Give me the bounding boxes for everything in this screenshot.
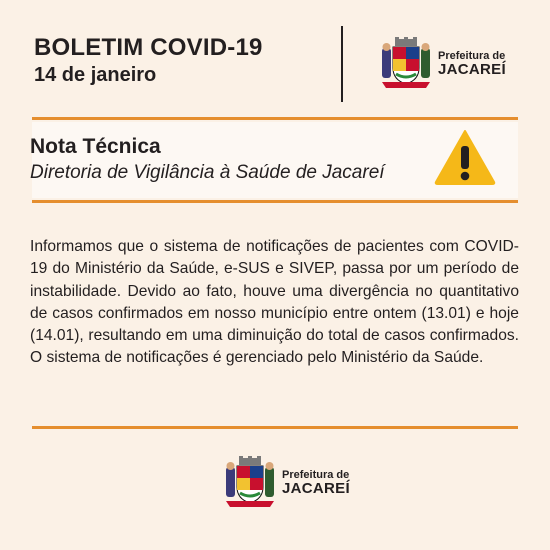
header-divider <box>341 26 343 102</box>
notice-body: Informamos que o sistema de notificações de pacientes com COVID-19 do Ministério da Saúde, e-SUS e SIVEP, passa por um período de instabilidade. Devido ao fato, houve uma divergência no quantitativo de casos confirmados em nosso município entre ontem (13.01) e hoje (14.01), resultando em uma diminuição do total de casos confirmados. O sistema de notificações é gerenciado pelo Ministério da Saúde. <box>30 238 519 367</box>
brand-line-1: Prefeitura de <box>282 468 350 481</box>
prefeitura-logo-top <box>378 36 506 92</box>
header <box>0 0 550 110</box>
bulletin-title: BOLETIM COVID-19 <box>34 34 263 61</box>
brand-text <box>438 50 506 79</box>
brand-line-2: JACAREÍ <box>282 479 350 497</box>
warning-icon <box>433 128 497 186</box>
note-bottom-rule <box>32 200 518 203</box>
brand-line-2: JACAREÍ <box>438 60 506 78</box>
bulletin-date: 14 de janeiro <box>34 64 157 86</box>
coat-of-arms-icon <box>378 36 434 92</box>
brand-line-1: Prefeitura de <box>438 49 506 62</box>
coat-of-arms-icon <box>222 455 278 511</box>
brand-text <box>282 469 350 498</box>
note-subtitle: Diretoria de Vigilância à Saúde de Jacareí <box>30 162 385 183</box>
note-title: Nota Técnica <box>30 135 161 158</box>
prefeitura-logo-bottom <box>222 455 350 511</box>
note-top-rule <box>32 117 518 120</box>
footer-rule <box>32 426 518 429</box>
